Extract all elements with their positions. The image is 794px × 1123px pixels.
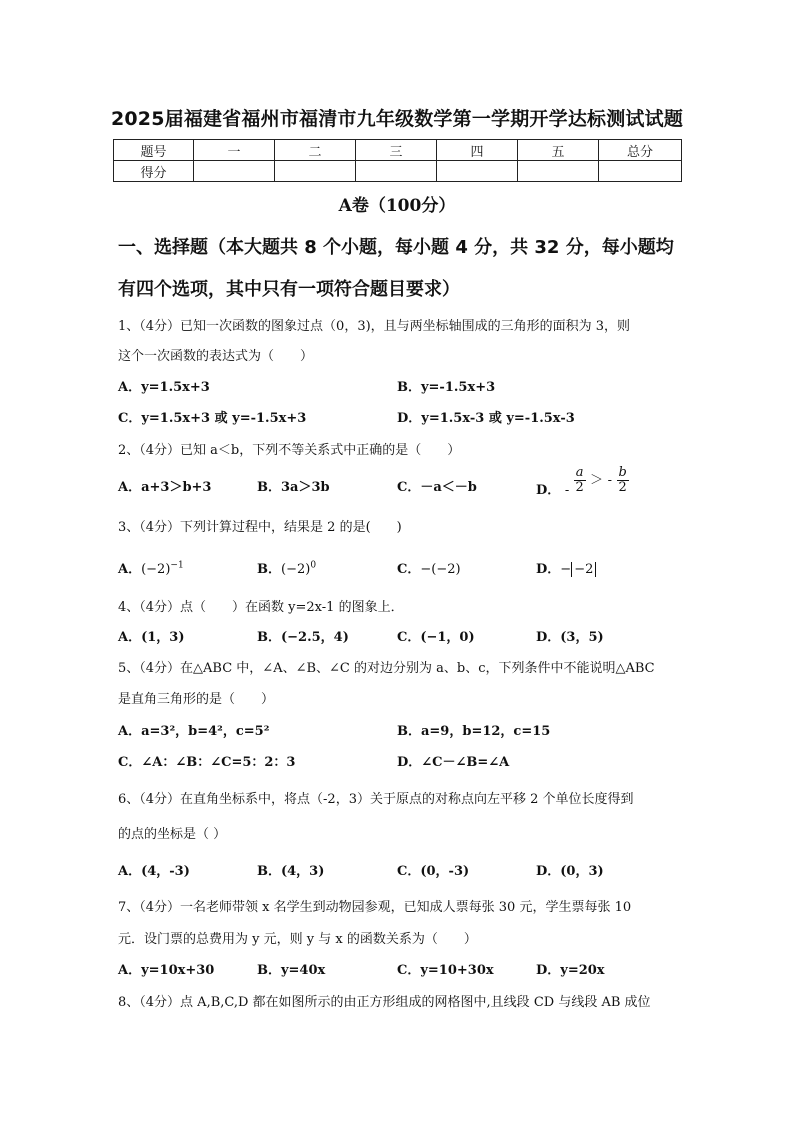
q1-option-d: D．y=1.5x-3 或 y=-1.5x-3 bbox=[397, 411, 575, 426]
header-cell: 四 bbox=[437, 140, 518, 161]
q7-option-a: A．y=10x+30 bbox=[118, 963, 215, 978]
frac-denominator: 2 bbox=[575, 480, 584, 495]
header-cell: 总分 bbox=[599, 140, 682, 161]
q3-option-d bbox=[536, 558, 596, 577]
q4-option-b: B．(−2.5，4) bbox=[257, 630, 349, 645]
header-cell: 三 bbox=[356, 140, 437, 161]
q4-option-a: A．(1，3) bbox=[118, 630, 185, 645]
q2-option-d bbox=[536, 465, 629, 498]
header-cell: 五 bbox=[518, 140, 599, 161]
q3-option-c-label: C． bbox=[397, 562, 421, 577]
q1-option-c: C．y=1.5x+3 或 y=-1.5x+3 bbox=[118, 411, 307, 426]
q7-option-b: B．y=40x bbox=[257, 963, 326, 978]
q5-option-b: B．a=9，b=12，c=15 bbox=[397, 724, 551, 739]
q3-option-d-minus: − bbox=[560, 562, 572, 577]
q3-option-d-label: D． bbox=[536, 562, 561, 577]
score-cell bbox=[275, 161, 356, 182]
q2-stem: 2、（4分）已知 a＜b，下列不等关系式中正确的是（ ） bbox=[118, 443, 461, 458]
q2-option-a: A．a+3＞b+3 bbox=[118, 480, 212, 495]
score-cell bbox=[518, 161, 599, 182]
score-cell bbox=[437, 161, 518, 182]
header-cell: 题号 bbox=[114, 140, 194, 161]
q7-option-c: C．y=10+30x bbox=[397, 963, 494, 978]
q3-option-a-label: A． bbox=[118, 562, 142, 577]
q3-option-a-exp: −1 bbox=[170, 560, 184, 571]
exam-title: 2025届福建省福州市福清市九年级数学第一学期开学达标测试试题 bbox=[110, 108, 684, 130]
score-cell bbox=[599, 161, 682, 182]
q5-option-d: D．∠C－∠B=∠A bbox=[397, 755, 510, 770]
score-cell bbox=[194, 161, 275, 182]
q2-option-d-relation: ＞ bbox=[590, 473, 604, 488]
q3-stem: 3、（4分）下列计算过程中，结果是 2 的是( ) bbox=[118, 520, 402, 535]
frac-numerator: a bbox=[575, 465, 584, 480]
q2-option-d-frac-b bbox=[617, 466, 629, 495]
q6-option-b: B．(4，3) bbox=[257, 864, 325, 879]
q3-option-a-base: (−2) bbox=[141, 562, 171, 577]
score-label-cell: 得分 bbox=[114, 161, 194, 182]
q2-option-d-minus2: - bbox=[607, 473, 612, 488]
q7-stem-line1: 7、（4分）一名老师带领 x 名学生到动物园参观，已知成人票每张 30 元，学生票每张 10 bbox=[118, 900, 632, 915]
q2-option-d-frac-a bbox=[574, 466, 586, 495]
q3-option-c bbox=[397, 558, 461, 577]
q6-stem-line2: 的点的坐标是（ ） bbox=[118, 827, 227, 842]
score-table-header-row bbox=[114, 140, 682, 161]
q6-option-c: C．(0，-3) bbox=[397, 864, 470, 879]
frac-numerator: b bbox=[618, 465, 627, 480]
q4-option-d: D．(3，5) bbox=[536, 630, 604, 645]
q2-option-c: C．－a＜－b bbox=[397, 480, 477, 495]
header-cell: 一 bbox=[194, 140, 275, 161]
section-a-heading: A卷（100分） bbox=[338, 196, 456, 216]
score-table-score-row bbox=[114, 161, 682, 182]
score-table bbox=[113, 139, 682, 182]
q5-stem-line1: 5、（4分）在△ABC 中，∠A、∠B、∠C 的对边分别为 a、b、c，下列条件中不能说明△ABC bbox=[118, 661, 655, 676]
q8-stem-line1: 8、（4分）点 A,B,C,D 都在如图所示的由正方形组成的网格图中,且线段 CD 与线段 AB 成位 bbox=[118, 995, 651, 1010]
q1-option-a: A．y=1.5x+3 bbox=[118, 380, 210, 395]
q6-option-a: A．(4，-3) bbox=[118, 864, 190, 879]
q3-option-b-base: (−2) bbox=[281, 562, 311, 577]
score-cell bbox=[356, 161, 437, 182]
part1-heading-line1: 一、选择题（本大题共 8 个小题，每小题 4 分，共 32 分，每小题均 bbox=[118, 237, 674, 258]
q6-stem-line1: 6、（4分）在直角坐标系中，将点（-2，3）关于原点的对称点向左平移 2 个单位长度得到 bbox=[118, 792, 634, 807]
q5-option-a: A．a=3²，b=4²，c=5² bbox=[118, 724, 270, 739]
q7-option-d: D．y=20x bbox=[536, 963, 605, 978]
header-cell: 二 bbox=[275, 140, 356, 161]
q3-option-b-exp: 0 bbox=[310, 560, 317, 571]
q5-stem-line2: 是直角三角形的是（ ） bbox=[118, 692, 275, 707]
q1-stem-line2: 这个一次函数的表达式为（ ） bbox=[118, 349, 314, 364]
q2-option-d-minus: - bbox=[564, 483, 570, 498]
q3-option-c-expr: −(−2) bbox=[420, 562, 461, 577]
q7-stem-line2: 元．设门票的总费用为 y 元，则 y 与 x 的函数关系为（ ） bbox=[118, 932, 477, 947]
q4-stem: 4、（4分）点（ ）在函数 y=2x-1 的图象上． bbox=[118, 600, 404, 615]
q3-option-b-label: B． bbox=[257, 562, 281, 577]
q1-option-b: B．y=-1.5x+3 bbox=[397, 380, 496, 395]
q5-option-c: C．∠A：∠B：∠C=5：2：3 bbox=[118, 755, 296, 770]
q2-option-b: B．3a＞3b bbox=[257, 480, 330, 495]
part1-heading-line2: 有四个选项，其中只有一项符合题目要求） bbox=[118, 279, 460, 300]
frac-denominator: 2 bbox=[618, 480, 627, 495]
q3-option-b bbox=[257, 558, 316, 577]
q3-option-d-abs: −2 bbox=[571, 562, 596, 577]
q6-option-d: D．(0，3) bbox=[536, 864, 604, 879]
q3-option-a bbox=[118, 558, 184, 577]
q2-option-d-label: D． bbox=[536, 483, 561, 498]
q1-stem-line1: 1、（4分）已知一次函数的图象过点（0，3)，且与两坐标轴围成的三角形的面积为 3，则 bbox=[118, 319, 631, 334]
q4-option-c: C．(−1，0) bbox=[397, 630, 475, 645]
